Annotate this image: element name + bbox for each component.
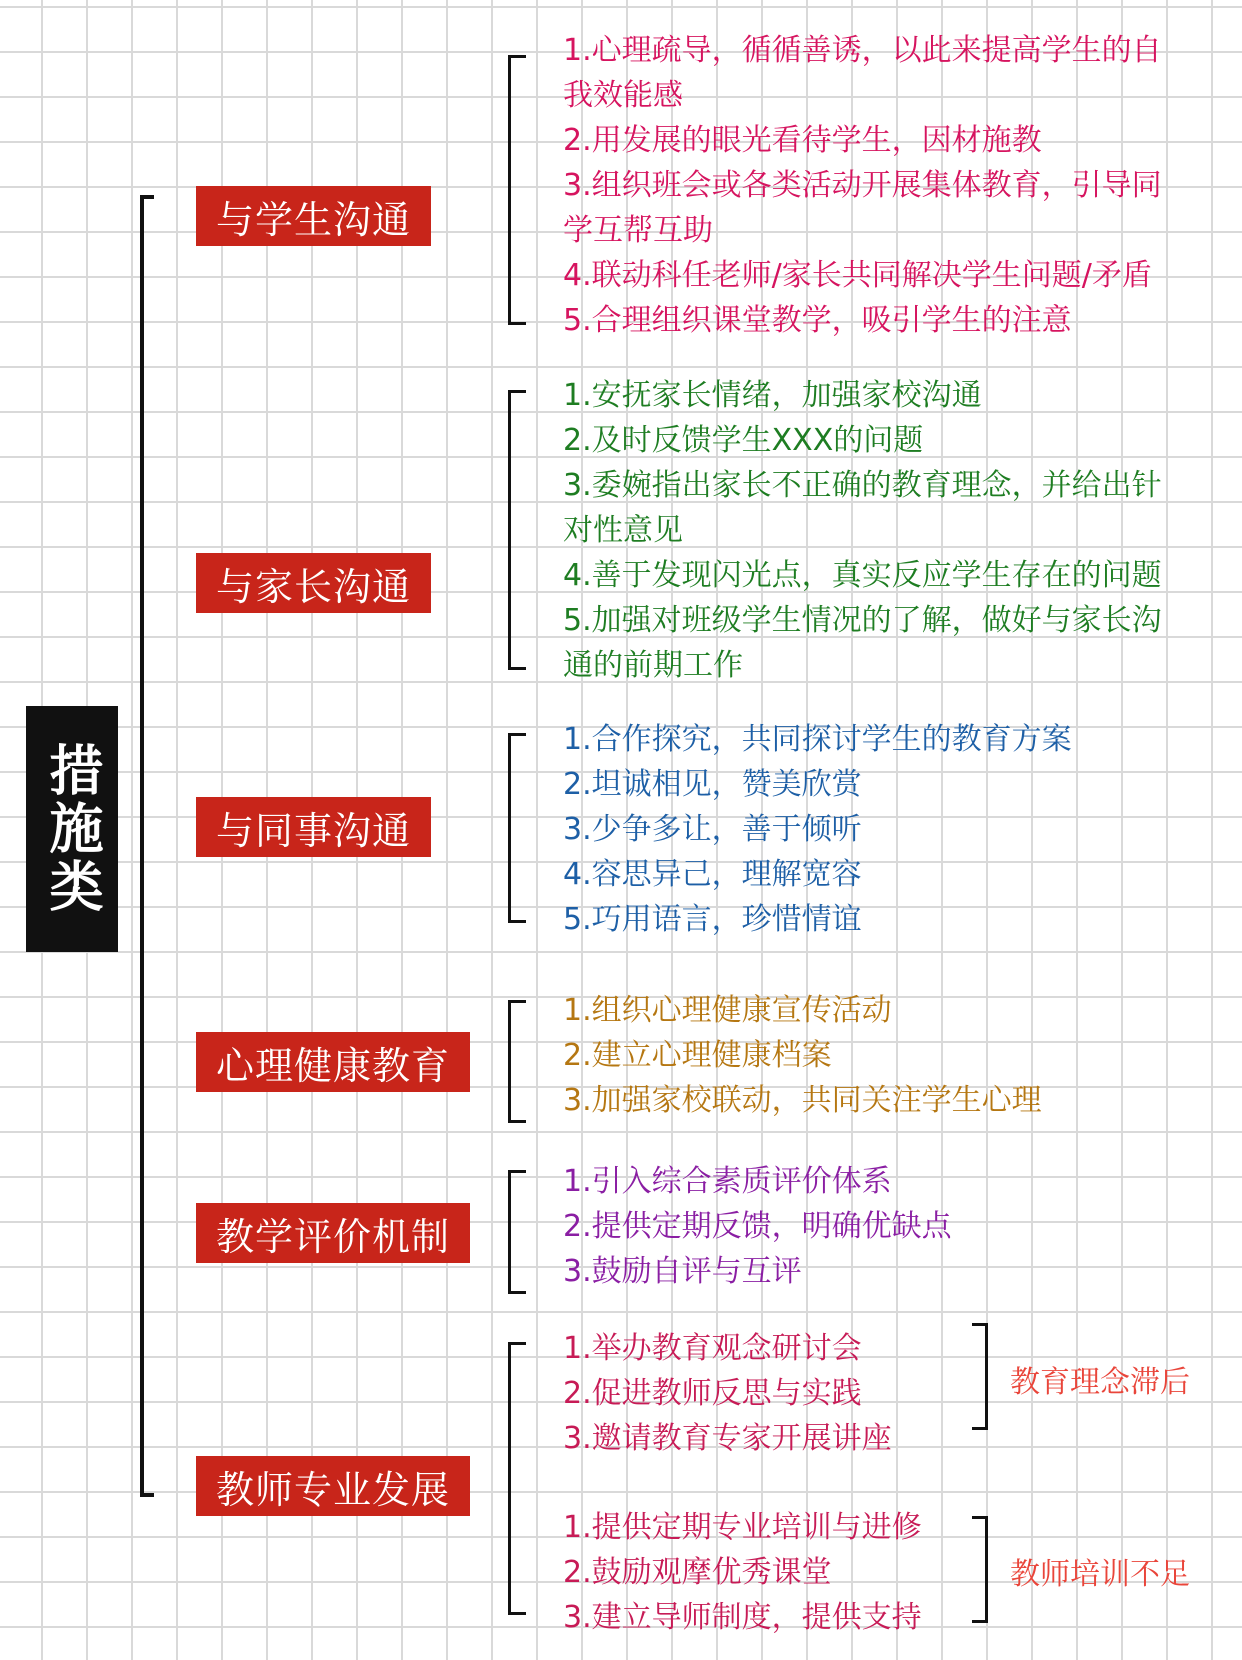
list-item: 2.坦诚相见，赞美欣赏 xyxy=(563,767,862,802)
root-label: 措施类 xyxy=(26,706,118,952)
list-item: 2.鼓励观摩优秀课堂 xyxy=(563,1555,832,1590)
list-colleague-communication xyxy=(563,717,1203,942)
bracket-mental-health-education xyxy=(508,1000,526,1123)
list-item: 4.联动科任老师/家长共同解决学生问题/矛盾 xyxy=(563,258,1152,293)
category-mental-health-education: 心理健康教育 xyxy=(196,1032,470,1092)
bracket-parent-communication xyxy=(508,390,526,670)
bracket-student-communication xyxy=(508,55,526,325)
list-item: 3.组织班会或各类活动开展集体教育，引导同 xyxy=(563,168,1162,203)
list-item: 2.及时反馈学生XXX的问题 xyxy=(563,423,924,458)
list-item: 对性意见 xyxy=(563,513,683,548)
list-parent-communication xyxy=(563,373,1203,688)
list-item: 2.建立心理健康档案 xyxy=(563,1038,832,1073)
list-item: 4.容思异己，理解宽容 xyxy=(563,857,862,892)
list-item: 5.加强对班级学生情况的了解，做好与家长沟 xyxy=(563,603,1162,638)
category-student-communication: 与学生沟通 xyxy=(196,186,431,246)
list-item: 3.委婉指出家长不正确的教育理念，并给出针 xyxy=(563,468,1162,503)
category-teacher-development: 教师专业发展 xyxy=(196,1456,470,1516)
bracket-teaching-evaluation xyxy=(508,1170,526,1294)
category-colleague-communication: 与同事沟通 xyxy=(196,797,431,857)
list-item: 3.邀请教育专家开展讲座 xyxy=(563,1421,892,1456)
list-item: 1.举办教育观念研讨会 xyxy=(563,1331,862,1366)
list-item: 1.引入综合素质评价体系 xyxy=(563,1164,892,1199)
category-teaching-evaluation: 教学评价机制 xyxy=(196,1203,470,1263)
bracket-teacher-development xyxy=(508,1342,526,1615)
list-item: 2.提供定期反馈，明确优缺点 xyxy=(563,1209,952,1244)
list-item: 1.组织心理健康宣传活动 xyxy=(563,993,892,1028)
list-item: 5.巧用语言，珍惜情谊 xyxy=(563,902,862,937)
list-student-communication xyxy=(563,28,1203,343)
list-item: 4.善于发现闪光点，真实反应学生存在的问题 xyxy=(563,558,1162,593)
list-item: 1.合作探究，共同探讨学生的教育方案 xyxy=(563,722,1072,757)
bracket-colleague-communication xyxy=(508,733,526,923)
list-item: 2.用发展的眼光看待学生，因材施教 xyxy=(563,123,1042,158)
bracket-note-training xyxy=(972,1516,988,1623)
list-item: 3.鼓励自评与互评 xyxy=(563,1254,802,1289)
list-teaching-evaluation xyxy=(563,1159,1203,1294)
list-item: 5.合理组织课堂教学，吸引学生的注意 xyxy=(563,303,1072,338)
list-item: 3.少争多让，善于倾听 xyxy=(563,812,862,847)
note-outdated-concepts: 教育理念滞后 xyxy=(1010,1365,1190,1400)
list-item: 2.促进教师反思与实践 xyxy=(563,1376,862,1411)
list-item: 我效能感 xyxy=(563,78,683,113)
list-mental-health-education xyxy=(563,988,1203,1123)
list-item: 3.加强家校联动，共同关注学生心理 xyxy=(563,1083,1042,1118)
list-item: 1.提供定期专业培训与进修 xyxy=(563,1510,922,1545)
category-parent-communication: 与家长沟通 xyxy=(196,553,431,613)
list-item: 通的前期工作 xyxy=(563,648,743,683)
note-insufficient-training: 教师培训不足 xyxy=(1010,1557,1190,1592)
list-item: 学互帮互助 xyxy=(563,213,713,248)
main-bracket xyxy=(140,195,154,1497)
list-item: 3.建立导师制度，提供支持 xyxy=(563,1600,922,1635)
bracket-note-concepts xyxy=(972,1323,988,1430)
list-item: 1.心理疏导，循循善诱，以此来提高学生的自 xyxy=(563,33,1162,68)
list-item: 1.安抚家长情绪，加强家校沟通 xyxy=(563,378,982,413)
